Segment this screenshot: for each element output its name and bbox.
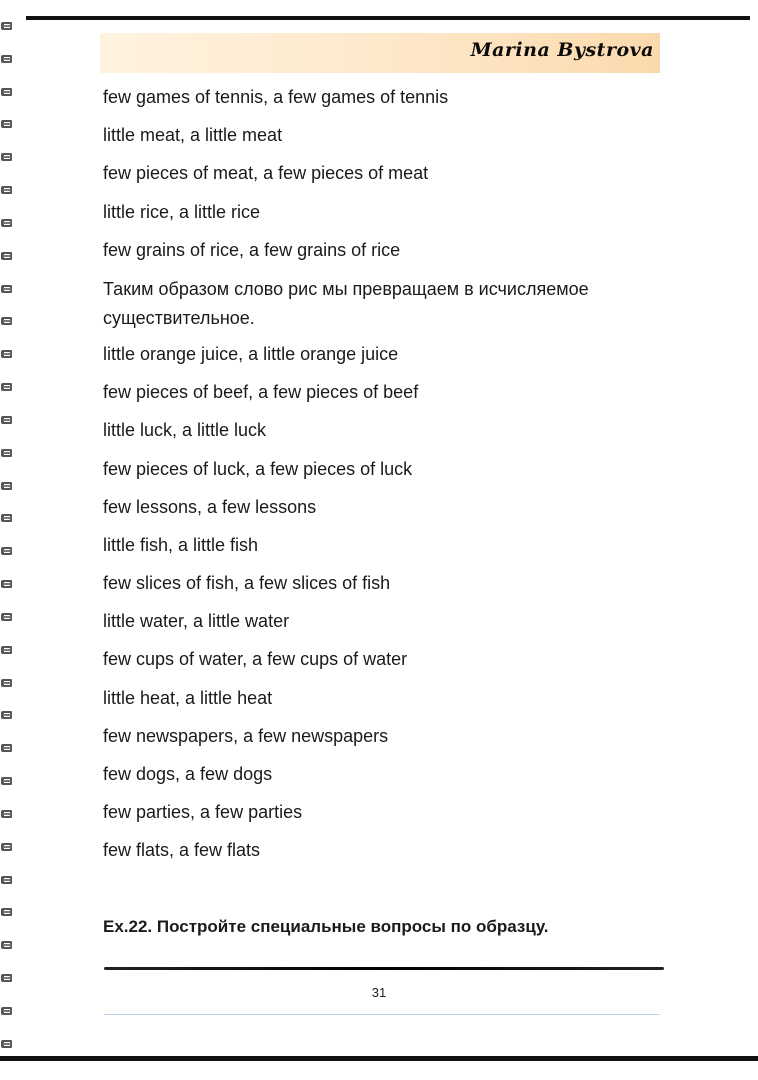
explanation-note: Таким образом слово рис мы превращаем в исчисляемое существительное. (103, 278, 589, 328)
phrase-line: little rice, a little rice (103, 201, 261, 222)
phrase-line: few flats, a few flats (103, 840, 261, 861)
phrase-line: few lessons, a few lessons (103, 496, 317, 517)
phrase-line: little water, a little water (103, 611, 290, 632)
phrase-line: few games of tennis, a few games of tennis (103, 87, 449, 107)
binding-ring (0, 545, 14, 557)
binding-ring (0, 808, 14, 820)
binding-ring (0, 677, 14, 689)
phrase-line: little orange juice, a little orange juice (103, 343, 399, 364)
binding-ring (0, 874, 14, 886)
phrase-line: little fish, a little fish (103, 534, 259, 555)
top-border-rule (26, 16, 750, 20)
phrase-line: little meat, a little meat (103, 125, 283, 146)
binding-ring (0, 1005, 14, 1017)
binding-ring (0, 906, 14, 918)
binding-ring (0, 972, 14, 984)
binding-ring (0, 742, 14, 754)
binding-ring (0, 447, 14, 459)
phrase-line: few slices of fish, a few slices of fish (103, 573, 391, 594)
binding-ring (0, 841, 14, 853)
phrase-line: few pieces of luck, a few pieces of luck (103, 458, 413, 479)
binding-ring (0, 250, 14, 262)
page-number: 31 (371, 985, 387, 1000)
binding-ring (0, 611, 14, 623)
exercise-heading: Ex.22. Постройте специальные вопросы по образцу. (103, 917, 549, 936)
binding-ring (0, 53, 14, 65)
binding-ring (0, 217, 14, 229)
binding-ring (0, 118, 14, 130)
phrase-line: few dogs, a few dogs (103, 764, 273, 784)
binding-ring (0, 775, 14, 787)
binding-ring (0, 86, 14, 98)
binding-ring (0, 315, 14, 327)
phrase-line: few grains of rice, a few grains of rice (103, 239, 401, 260)
phrase-line: few pieces of beef, a few pieces of beef (103, 382, 419, 403)
binding-ring (0, 709, 14, 721)
binding-ring (0, 184, 14, 196)
phrase-line: little heat, a little heat (103, 687, 273, 708)
phrase-line: few pieces of meat, a few pieces of meat (103, 163, 429, 184)
binding-ring (0, 20, 14, 32)
binding-ring (0, 578, 14, 590)
binding-ring (0, 512, 14, 524)
binding-ring (0, 939, 14, 951)
binding-ring (0, 381, 14, 393)
author-name: Marina Bystrova (470, 39, 654, 61)
phrase-line: few newspapers, a few newspapers (103, 725, 389, 746)
phrase-line: little luck, a little luck (103, 420, 267, 441)
binding-ring (0, 283, 14, 295)
binding-ring (0, 1038, 14, 1050)
header-band (100, 33, 660, 73)
binding-ring (0, 644, 14, 656)
footer-thin-line (104, 1014, 660, 1015)
phrase-line: few parties, a few parties (103, 802, 303, 823)
phrase-line: few cups of water, a few cups of water (103, 649, 408, 670)
bottom-border-rule (0, 1056, 758, 1061)
binding-ring (0, 151, 14, 163)
footer-rule (104, 967, 664, 970)
spiral-binding (0, 20, 18, 1050)
binding-ring (0, 480, 14, 492)
binding-ring (0, 348, 14, 360)
phrase-list (103, 84, 663, 876)
binding-ring (0, 414, 14, 426)
